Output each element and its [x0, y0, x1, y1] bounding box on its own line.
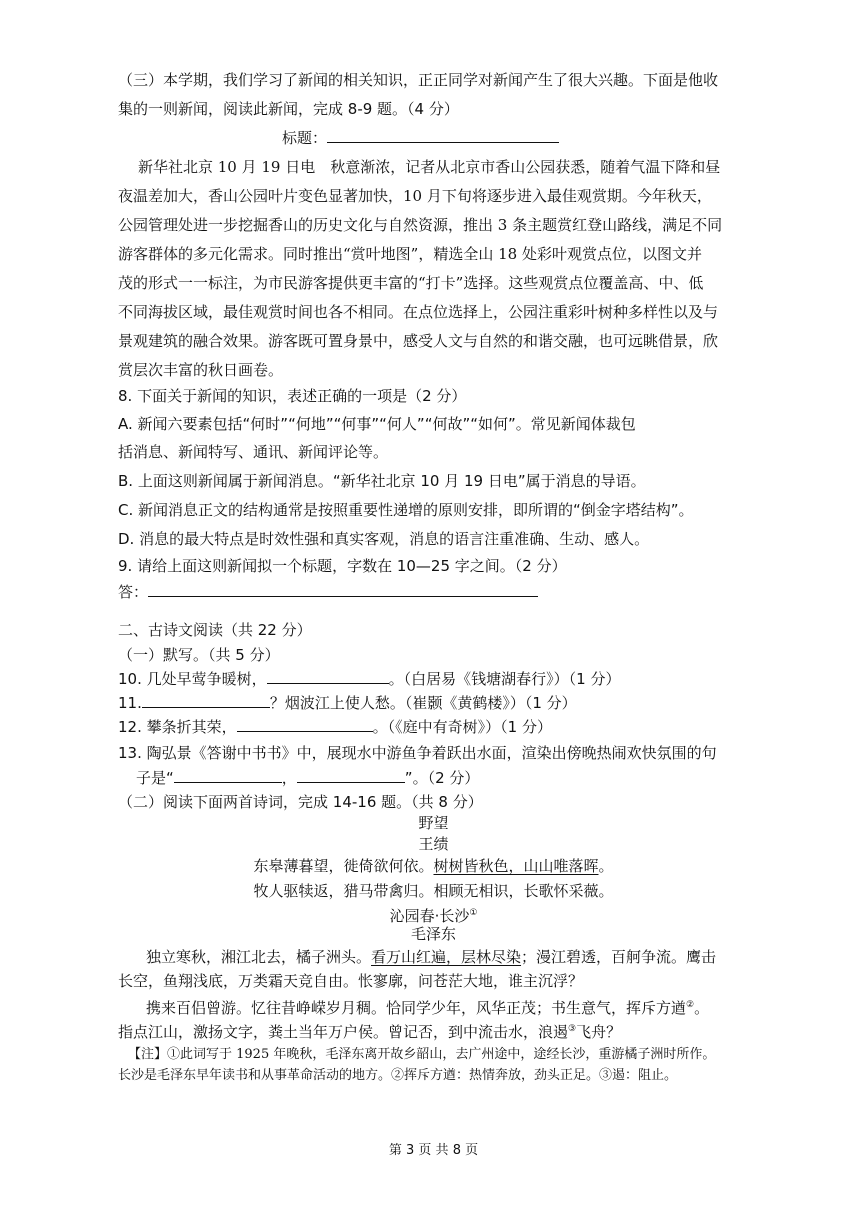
section-2-heading: 二、古诗文阅读（共 22 分）: [118, 621, 312, 639]
news-line: 赏层次丰富的秋日画卷。: [118, 361, 284, 379]
question-11: [118, 693, 577, 713]
question-8-option-c: C. 新闻消息正文的结构通常是按照重要性递增的原则安排，即所谓的“倒金字塔结构”。: [118, 501, 694, 519]
section-3-intro-line1: （三）本学期，我们学习了新闻的相关知识，正正同学对新闻产生了很大兴趣。下面是他收: [118, 71, 719, 89]
question-8-stem: 8. 下面关于新闻的知识，表述正确的一项是（2 分）: [118, 387, 467, 405]
news-line: 公园管理处进一步挖掘香山的历史文化与自然资源，推出 3 条主题赏红登山路线，满足不同: [118, 216, 723, 234]
news-line: 夜温差加大，香山公园叶片变色显著加快，10 月下旬将逐步进入最佳观赏期。今年秋天，: [118, 187, 712, 205]
footnote-marker: ③: [568, 1024, 577, 1034]
question-8-option-a: A. 新闻六要素包括“何时”“何地”“何事”“何人”“何故”“如何”。常见新闻体裁包: [118, 415, 636, 433]
headline-label: 标题：: [282, 129, 328, 147]
poem-2-line-2: 长空，鱼翔浅底，万类霜天竞自由。怅寥廓，问苍茫大地，谁主沉浮？: [118, 972, 584, 990]
question-13-comma: ，: [281, 769, 297, 787]
question-12: [118, 717, 552, 737]
question-12-source: 。（《庭中有奇树》）（1 分）: [372, 718, 552, 736]
headline-blank[interactable]: [327, 128, 559, 143]
poem-2-verse: ；漫江碧透，百舸争流。鹰击: [521, 948, 717, 966]
poem-2-title: [0, 903, 867, 926]
question-8-option-d: D. 消息的最大特点是时效性强和真实客观，消息的语言注重准确、生动、感人。: [118, 530, 650, 548]
poem-1-line-1: [0, 856, 867, 876]
news-line: 茂的形式一一标注，为市民游客提供更丰富的“打卡”选择。这些观赏点位覆盖高、中、低: [118, 274, 704, 292]
poem-reading-heading: （二）阅读下面两首诗词，完成 14-16 题。（共 8 分）: [118, 793, 483, 811]
news-line: 新华社北京 10 月 19 日电 秋意渐浓，记者从北京市香山公园获悉，随着气温下降和昼: [138, 158, 721, 176]
poem-1-period: 。: [598, 857, 614, 875]
news-line: 游客群体的多元化需求。同时推出“赏叶地图”，精选全山 18 处彩叶观赏点位，以图文并: [118, 245, 702, 263]
footnote-marker: ①: [469, 908, 478, 918]
news-line: 不同海拔区域，最佳观赏时间也各不相同。在点位选择上，公园注重彩叶树种多样性以及与: [118, 303, 719, 321]
poem-2-title-text: 沁园春·长沙: [389, 907, 470, 925]
answer-label: 答：: [118, 583, 149, 601]
dictation-heading: （一）默写。（共 5 分）: [118, 646, 280, 664]
question-10-text: 10. 几处早莺争暖树，: [118, 670, 267, 688]
question-11-number: 11.: [118, 694, 142, 712]
poem-2-underlined-verse: 看万山红遍，层林尽染: [371, 948, 522, 966]
annotation-line-1: 【注】①此词写于 1925 年晚秋，毛泽东离开故乡韶山，去广州途中，途经长沙，重游橘子洲时所作。: [128, 1047, 716, 1062]
answer-blank[interactable]: [148, 582, 538, 597]
poem-1-verse: 东皋薄暮望，徙倚欲何依。: [253, 857, 434, 875]
question-13-blank-1[interactable]: [174, 768, 282, 783]
poem-2-line-3: [146, 995, 709, 1018]
question-11-text: ？烟波江上使人愁。（崔颢《黄鹤楼》）（1 分）: [269, 694, 577, 712]
news-line: 景观建筑的融合效果。游客既可置身景中，感受人文与自然的和谐交融，也可远眺借景，欣: [118, 332, 719, 350]
poem-2-verse: 独立寒秋，湘江北去，橘子洲头。: [146, 948, 372, 966]
question-10: [118, 669, 620, 689]
question-13-answer: [136, 768, 479, 788]
question-10-source: 。（白居易《钱塘湖春行》）（1 分）: [388, 670, 621, 688]
question-12-text: 12. 攀条折其荣，: [118, 718, 237, 736]
poem-2-line-4: [118, 1019, 621, 1042]
question-8-option-b: B. 上面这则新闻属于新闻消息。“新华社北京 10 月 19 日电”属于消息的导语。: [118, 472, 646, 490]
footnote-marker: ②: [686, 1000, 695, 1010]
poem-2-period: 。: [694, 999, 710, 1017]
headline-field: [282, 128, 559, 148]
poem-1-title: 野望: [418, 814, 449, 832]
question-13-close: ”。（2 分）: [404, 769, 480, 787]
question-8-option-a-cont: 括消息、新闻特写、通讯、新闻评论等。: [118, 443, 389, 461]
question-10-blank[interactable]: [267, 669, 389, 684]
poem-2-line-1: [146, 947, 716, 967]
poem-2-verse: 指点江山，激扬文字，粪土当年万户侯。曾记否，到中流击水，浪遏: [118, 1023, 569, 1041]
poem-1-line-2: 牧人驱犊返，猎马带禽归。相顾无相识，长歌怀采薇。: [253, 882, 614, 900]
question-11-blank[interactable]: [142, 693, 270, 708]
poem-2-verse: 携来百侣曾游。忆往昔峥嵘岁月稠。恰同学少年，风华正茂；书生意气，挥斥方遒: [146, 999, 687, 1017]
question-9-stem: 9. 请给上面这则新闻拟一个标题，字数在 10—25 字之间。（2 分）: [118, 557, 567, 575]
poem-2-verse: 飞舟？: [576, 1023, 622, 1041]
question-13-stem: 13. 陶弘景《答谢中书书》中，展现水中游鱼争着跃出水面，渲染出傍晚热闹欢快氛围的句: [118, 744, 717, 762]
poem-2-author: 毛泽东: [410, 925, 456, 943]
page-footer: 第 3 页 共 8 页: [388, 1143, 479, 1158]
question-13-blank-2[interactable]: [297, 768, 405, 783]
poem-1-underlined-verse: 树树皆秋色，山山唯落晖: [433, 857, 599, 875]
poem-1-author: 王绩: [418, 835, 449, 853]
question-13-open: 子是“: [136, 769, 174, 787]
question-12-blank[interactable]: [237, 717, 373, 732]
question-9-answer: [118, 582, 538, 602]
section-3-intro-line2: 集的一则新闻，阅读此新闻，完成 8-9 题。（4 分）: [118, 100, 459, 118]
annotation-line-2: 长沙是毛泽东早年读书和从事革命活动的地方。②挥斥方遒：热情奔放，劲头正足。③遏：阻止。: [118, 1068, 678, 1083]
